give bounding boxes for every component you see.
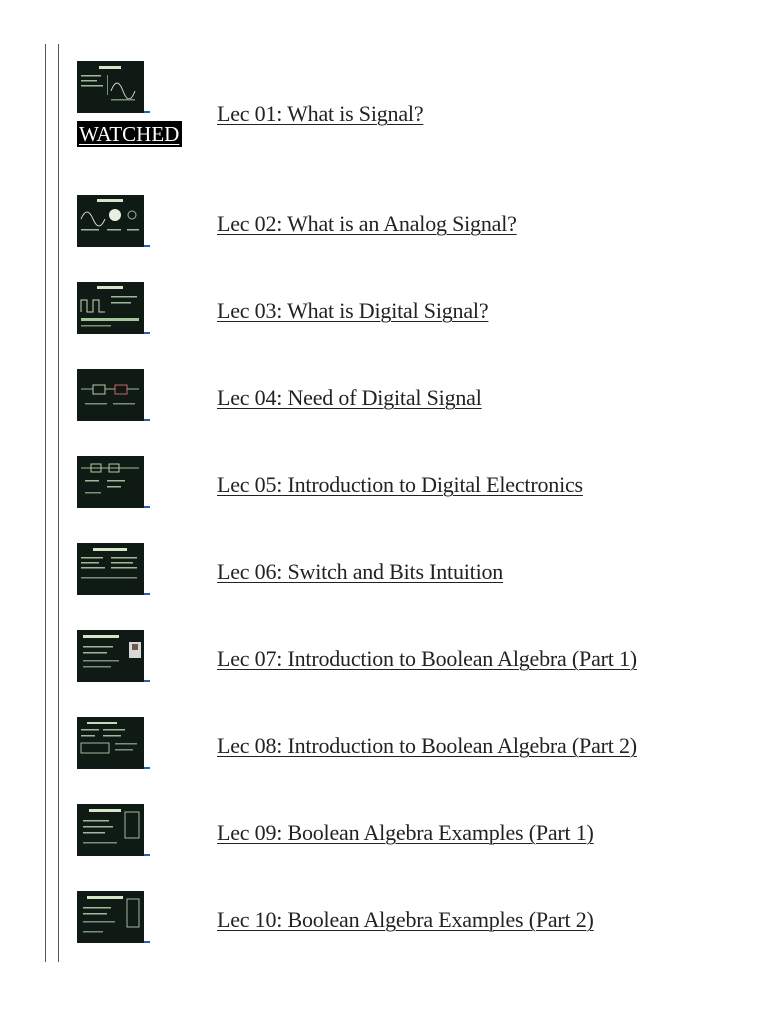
- lecture-title-link[interactable]: Lec 08: Introduction to Boolean Algebra (Part 2): [217, 733, 637, 758]
- lecture-thumbnail-link[interactable]: [77, 630, 147, 682]
- lecture-title-link[interactable]: Lec 07: Introduction to Boolean Algebra (Part 1): [217, 646, 637, 671]
- watched-badge: WATCHED: [77, 121, 182, 147]
- link-underline: [144, 941, 150, 943]
- lecture-thumbnail: [77, 282, 144, 334]
- lecture-thumbnail-link[interactable]: [77, 369, 147, 421]
- lecture-thumbnail: [77, 456, 144, 508]
- link-underline: [144, 419, 150, 421]
- lecture-thumbnail-link[interactable]: [77, 717, 147, 769]
- lecture-title-link[interactable]: Lec 04: Need of Digital Signal: [217, 385, 482, 410]
- lecture-thumbnail-link[interactable]: [77, 804, 147, 856]
- lecture-thumbnail-link[interactable]: [77, 282, 147, 334]
- lecture-thumbnail-link[interactable]: [77, 891, 147, 943]
- link-underline: [144, 111, 150, 113]
- lecture-thumbnail-link[interactable]: [77, 456, 147, 508]
- lecture-title-link[interactable]: Lec 02: What is an Analog Signal?: [217, 211, 517, 236]
- lecture-thumbnail: [77, 630, 144, 682]
- lecture-thumbnail-link[interactable]: [77, 543, 147, 595]
- lecture-title-link[interactable]: Lec 05: Introduction to Digital Electronics: [217, 472, 583, 497]
- left-border-line: [45, 44, 46, 962]
- link-underline: [144, 332, 150, 334]
- left-border-line-inner: [58, 44, 59, 962]
- lecture-thumbnail-link[interactable]: [77, 61, 147, 113]
- lecture-title-link[interactable]: Lec 10: Boolean Algebra Examples (Part 2): [217, 907, 594, 932]
- lecture-title-link[interactable]: Lec 01: What is Signal?: [217, 101, 424, 126]
- lecture-thumbnail: [77, 717, 144, 769]
- link-underline: [144, 767, 150, 769]
- link-underline: [144, 854, 150, 856]
- lecture-thumbnail: [77, 61, 144, 113]
- link-underline: [144, 593, 150, 595]
- lecture-thumbnail-link[interactable]: [77, 195, 147, 247]
- lecture-title-link[interactable]: Lec 03: What is Digital Signal?: [217, 298, 489, 323]
- lecture-thumbnail: [77, 195, 144, 247]
- lecture-thumbnail: [77, 543, 144, 595]
- link-underline: [144, 506, 150, 508]
- lecture-thumbnail: [77, 891, 144, 943]
- link-underline: [144, 245, 150, 247]
- lecture-thumbnail: [77, 369, 144, 421]
- lecture-title-link[interactable]: Lec 06: Switch and Bits Intuition: [217, 559, 504, 584]
- lecture-title-link[interactable]: Lec 09: Boolean Algebra Examples (Part 1): [217, 820, 594, 845]
- lecture-thumbnail: [77, 804, 144, 856]
- link-underline: [144, 680, 150, 682]
